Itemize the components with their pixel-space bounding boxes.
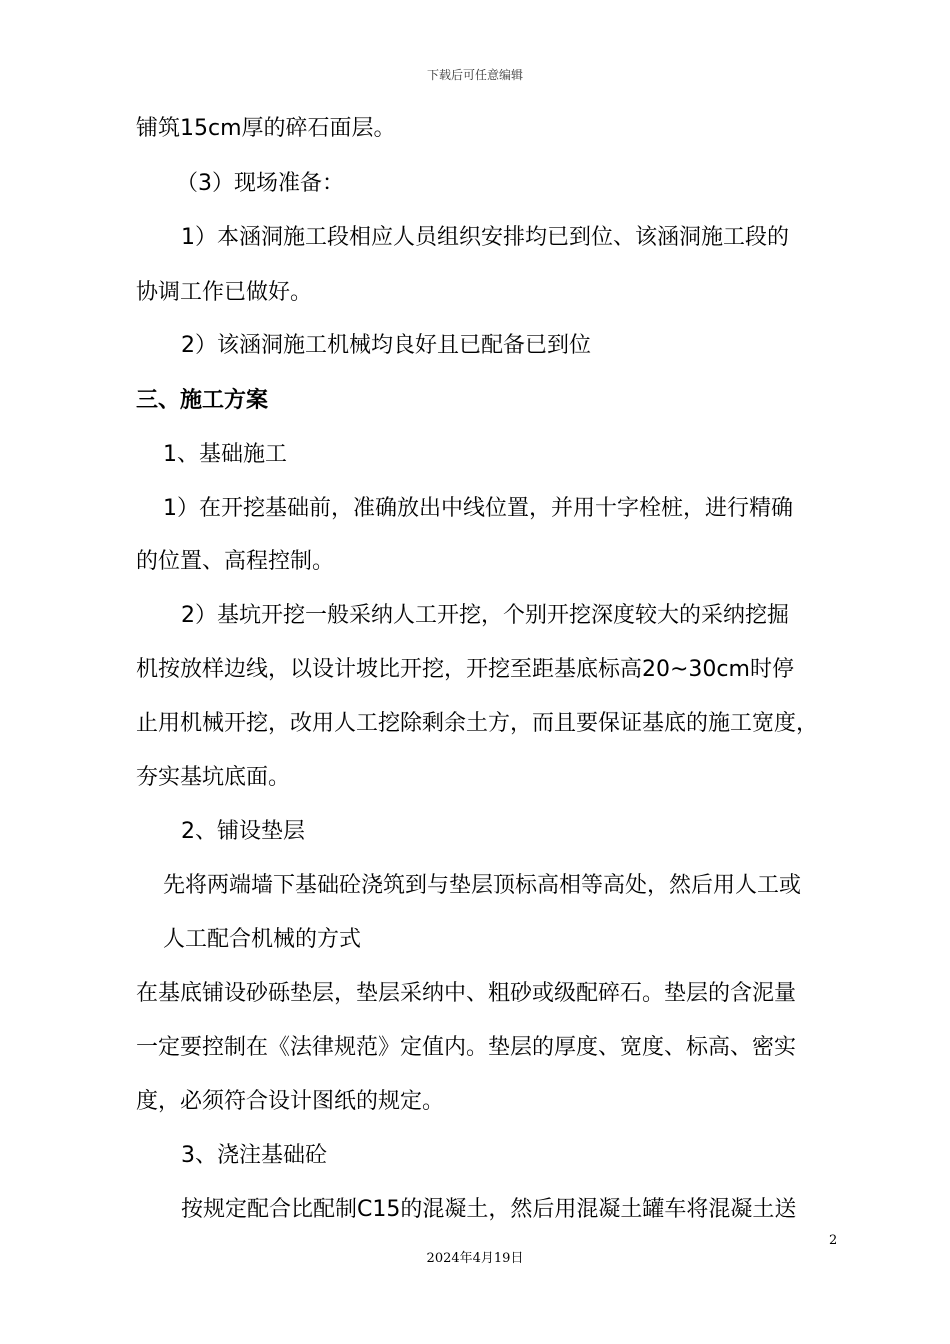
page-header: 下载后可任意编辑	[426, 68, 523, 82]
body-line: 铺筑15cm厚的碎石面层。	[136, 116, 396, 141]
body-line: 的位置、高程控制。	[136, 549, 335, 574]
body-line: 2）该涵洞施工机械均良好且已配备已到位	[181, 333, 591, 358]
body-line: 先将两端墙下基础砼浇筑到与垫层顶标高相等高处，然后用人工或	[163, 873, 802, 898]
body-line: 1）在开挖基础前，准确放出中线位置，并用十字栓桩，进行精确	[163, 496, 793, 521]
subsection-heading: 1、基础施工	[163, 442, 287, 467]
section-heading: 三、施工方案	[136, 388, 269, 413]
page-number: 2	[829, 1233, 838, 1248]
body-line: 在基底铺设砂砾垫层，垫层采纳中、粗砂或级配碎石。垫层的含泥量	[136, 981, 797, 1006]
body-line: 人工配合机械的方式	[163, 927, 362, 952]
body-line: 止用机械开挖，改用人工挖除剩余土方，而且要保证基底的施工宽度，	[136, 711, 819, 736]
body-line: 2）基坑开挖一般采纳人工开挖，个别开挖深度较大的采纳挖掘	[181, 603, 789, 628]
subsection-heading: 2、铺设垫层	[181, 819, 305, 844]
body-line: 一定要控制在《法律规范》定值内。垫层的厚度、宽度、标高、密实	[136, 1035, 797, 1060]
body-line: 度，必须符合设计图纸的规定。	[136, 1089, 445, 1114]
body-line: 按规定配合比配制C15的混凝土，然后用混凝土罐车将混凝土送	[181, 1197, 797, 1222]
body-line: 协调工作已做好。	[136, 280, 313, 305]
footer-date: 2024年4月19日	[426, 1251, 524, 1266]
body-line: 夯实基坑底面。	[136, 765, 291, 790]
body-line: （3）现场准备：	[176, 171, 344, 196]
body-line: 机按放样边线，以设计坡比开挖，开挖至距基底标高20~30cm时停	[136, 657, 794, 682]
body-line: 1）本涵洞施工段相应人员组织安排均已到位、该涵洞施工段的	[181, 225, 789, 250]
subsection-heading: 3、浇注基础砼	[181, 1143, 327, 1168]
